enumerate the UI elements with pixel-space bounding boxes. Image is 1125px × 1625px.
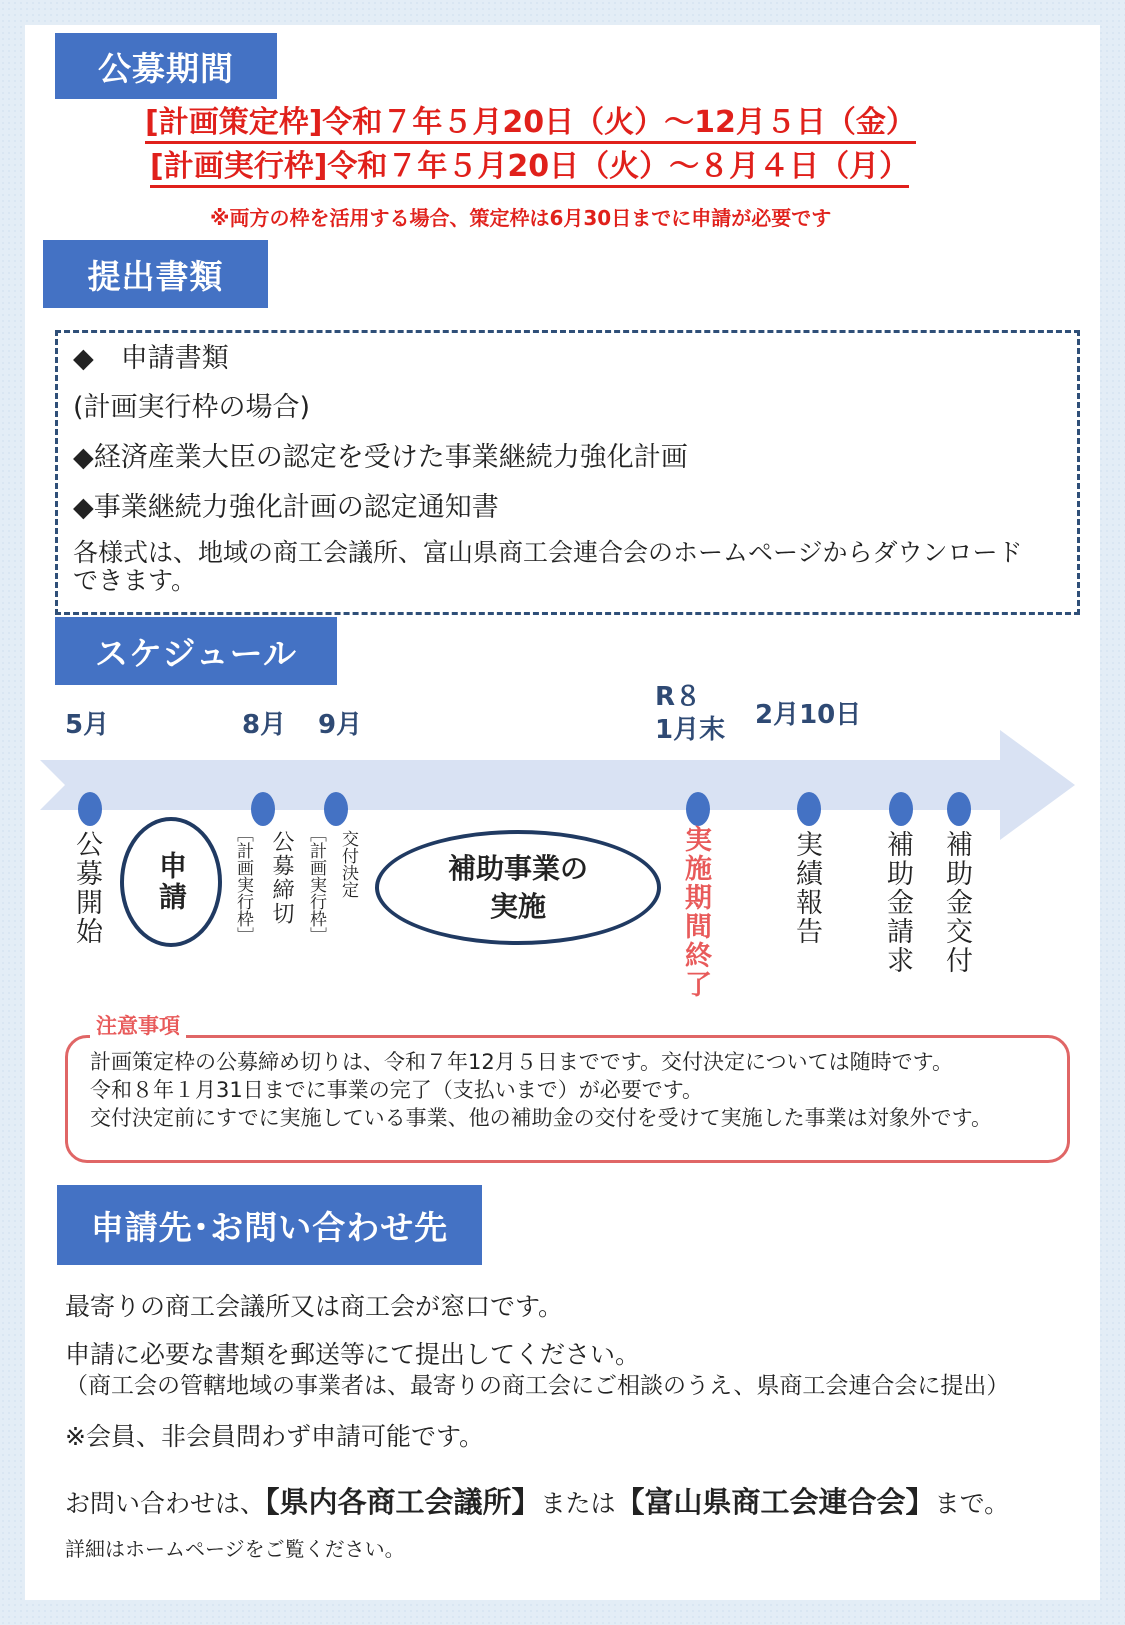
event-grant: 補助金交付 bbox=[941, 830, 972, 975]
contact-line-2: 申請に必要な書類を郵送等にて提出してください。 bbox=[65, 1340, 641, 1369]
note-line-2: 令和８年１月31日までに事業の完了（支払いまで）が必要です。 bbox=[90, 1078, 704, 1102]
documents-box bbox=[55, 330, 1080, 615]
timeline-dot-aug bbox=[251, 792, 275, 826]
notes-box bbox=[65, 1035, 1070, 1163]
doc-item-plan: ◆経済産業大臣の認定を受けた事業継続力強化計画 bbox=[73, 442, 688, 473]
period-line-exec: [計画実行枠]令和７年５月20日（火）～８月４日（月） bbox=[150, 149, 909, 188]
contact-line-3: （商工会の管轄地域の事業者は、最寄りの商工会にご相談のうえ、県商工会連合会に提出） bbox=[65, 1373, 1010, 1399]
event-implementation-line2: 実施 bbox=[489, 889, 546, 923]
documents-title: 提出書類 bbox=[87, 256, 224, 296]
event-plan-exec-tag: ［計画実行枠］ bbox=[233, 825, 253, 944]
doc-item-notice: ◆事業継続力強化計画の認定通知書 bbox=[73, 492, 499, 523]
event-apply-label: 申請 bbox=[155, 851, 188, 913]
schedule-header bbox=[55, 617, 337, 685]
period-header bbox=[55, 33, 277, 99]
note-line-1: 計画策定枠の公募締め切りは、令和７年12月５日までです。交付決定については随時です。 bbox=[90, 1050, 953, 1074]
month-may: 5月 bbox=[65, 710, 110, 740]
doc-item-case: (計画実行枠の場合) bbox=[73, 392, 311, 423]
month-sep: 9月 bbox=[318, 710, 363, 740]
event-implementation bbox=[375, 830, 661, 945]
note-line-3: 交付決定前にすでに実施している事業、他の補助金の交付を受けて実施した事業は対象外です。 bbox=[90, 1106, 992, 1130]
event-claim: 補助金請求 bbox=[882, 830, 913, 975]
event-report: 実績報告 bbox=[791, 830, 822, 946]
event-apply bbox=[120, 817, 222, 947]
doc-item-application: ◆ 申請書類 bbox=[73, 343, 229, 374]
inquiry-org-chambers: 【県内各商工会議所】 bbox=[265, 1485, 541, 1519]
event-implementation-line1: 補助事業の bbox=[447, 851, 588, 885]
event-deadline: 公募締切 bbox=[269, 830, 294, 926]
timeline-dot-feb10 bbox=[797, 792, 821, 826]
schedule-title: スケジュール bbox=[94, 633, 298, 673]
timeline-dot-sep bbox=[324, 792, 348, 826]
event-period-end: 実施期間終了 bbox=[680, 825, 711, 999]
contact-title: 申請先･お問い合わせ先 bbox=[90, 1207, 449, 1247]
timeline-dot-claim bbox=[889, 792, 913, 826]
contact-header bbox=[57, 1185, 482, 1265]
period-note: ※両方の枠を活用する場合、策定枠は6月30日までに申請が必要です bbox=[210, 206, 832, 230]
period-line-plan: [計画策定枠]令和７年５月20日（火）～12月５日（金） bbox=[145, 105, 916, 144]
documents-header bbox=[43, 240, 268, 308]
contact-line-1: 最寄りの商工会議所又は商工会が窓口です。 bbox=[65, 1292, 564, 1321]
content-panel bbox=[25, 25, 1100, 1600]
inquiry-mid: または bbox=[540, 1489, 616, 1518]
contact-inquiry bbox=[65, 1480, 1009, 1521]
doc-download-line1: 各様式は、地域の商工会議所、富山県商工会連合会のホームページからダウンロード bbox=[73, 538, 1023, 567]
event-decision: 交付決定 bbox=[338, 830, 358, 898]
doc-download-line2: できます。 bbox=[73, 566, 197, 595]
month-feb10: 2月10日 bbox=[755, 700, 862, 730]
month-aug: 8月 bbox=[242, 710, 287, 740]
inquiry-suffix: まで。 bbox=[934, 1489, 1010, 1518]
event-start: 公募開始 bbox=[71, 830, 102, 946]
notes-title: 注意事項 bbox=[90, 1010, 186, 1040]
month-jan-end: 1月末 bbox=[655, 715, 726, 745]
inquiry-prefix: お問い合わせは、 bbox=[65, 1489, 266, 1518]
contact-line-4: ※会員、非会員問わず申請可能です。 bbox=[65, 1422, 484, 1451]
timeline-dot-may bbox=[78, 792, 102, 826]
month-r8: R８ bbox=[655, 682, 702, 712]
inquiry-org-federation: 【富山県商工会連合会】 bbox=[615, 1485, 935, 1519]
timeline-dot-jan bbox=[686, 792, 710, 826]
event-plan-exec-tag-2: ［計画実行枠］ bbox=[306, 825, 326, 944]
period-title: 公募期間 bbox=[98, 48, 234, 88]
contact-details: 詳細はホームページをご覧ください。 bbox=[65, 1537, 405, 1561]
timeline-dot-grant bbox=[947, 792, 971, 826]
timeline-arrow bbox=[40, 730, 1075, 840]
